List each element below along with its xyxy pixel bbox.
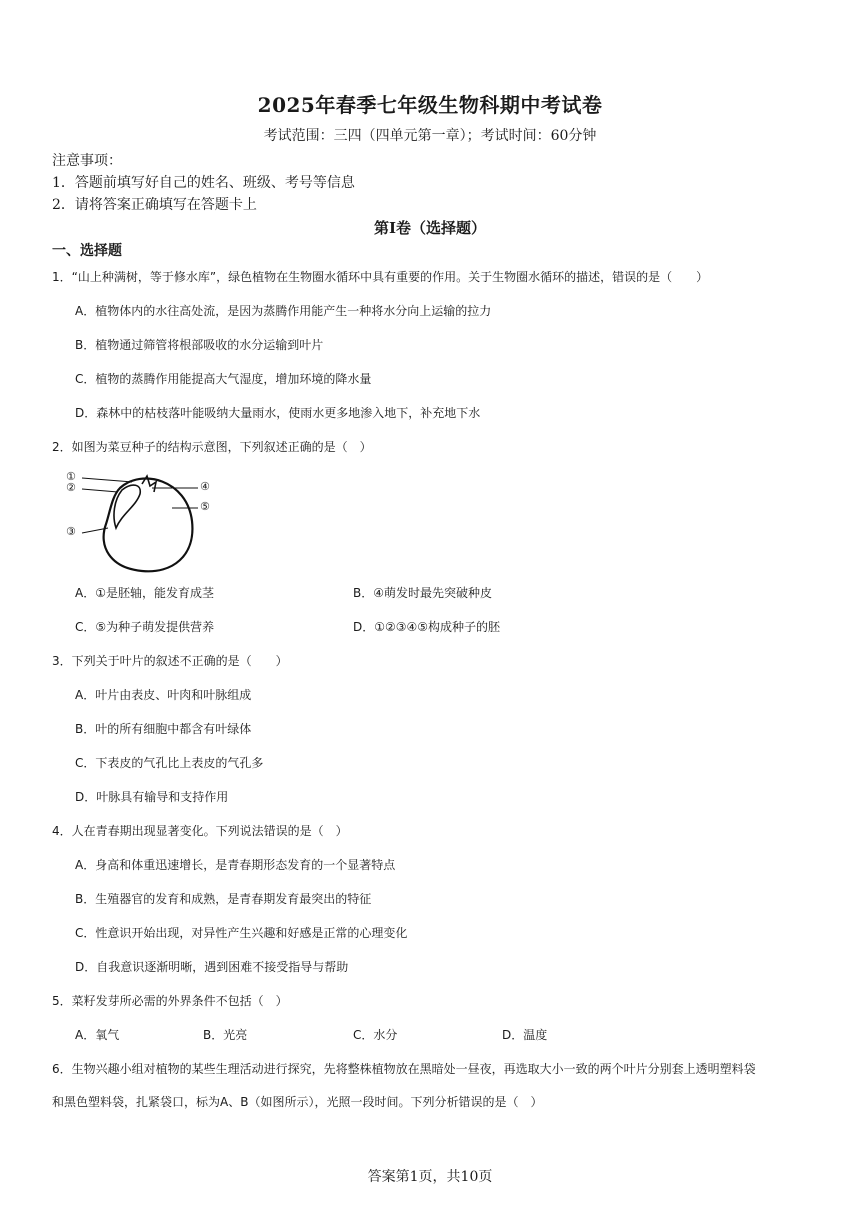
notes-heading: 注意事项： bbox=[52, 153, 122, 169]
diagram-label-2: ② bbox=[66, 481, 76, 494]
question-2-option-d: D．①②③④⑤构成种子的胚 bbox=[353, 620, 501, 634]
question-2-option-a: A．①是胚轴，能发育成茎 bbox=[75, 586, 214, 600]
question-5-option-b: B．光亮 bbox=[203, 1028, 248, 1042]
exam-subtitle: 考试范围：三四（四单元第一章）；考试时间：60分钟 bbox=[263, 128, 597, 144]
question-5-option-a: A．氧气 bbox=[75, 1028, 120, 1042]
question-1-option-c: C．植物的蒸腾作用能提高大气湿度，增加环境的降水量 bbox=[75, 372, 372, 386]
question-6-stem-line-1: 6．生物兴趣小组对植物的某些生理活动进行探究，先将整株植物放在黑暗处一昼夜，再选取大小一致的两个叶片分别套上透明塑料袋 bbox=[52, 1062, 756, 1076]
exam-title: 2025年春季七年级生物科期中考试卷 bbox=[257, 93, 603, 117]
question-4-option-a: A．身高和体重迅速增长，是青春期形态发育的一个显著特点 bbox=[75, 858, 396, 872]
question-5-option-c: C．水分 bbox=[353, 1028, 398, 1042]
question-1-stem: 1．“山上种满树，等于修水库”，绿色植物在生物圈水循环中具有重要的作用。关于生物圈水循环的描述，错误的是（ ） bbox=[52, 270, 709, 284]
page-footer: 答案第1页，共10页 bbox=[367, 1169, 493, 1185]
question-4-option-b: B．生殖器官的发育和成熟，是青春期发育最突出的特征 bbox=[75, 892, 372, 906]
question-4-option-d: D．自我意识逐渐明晰，遇到困难不接受指导与帮助 bbox=[75, 960, 349, 974]
question-5-option-d: D．温度 bbox=[502, 1028, 548, 1042]
question-3-option-c: C．下表皮的气孔比上表皮的气孔多 bbox=[75, 756, 264, 770]
note-item: 2．请将答案正确填写在答题卡上 bbox=[52, 197, 257, 213]
diagram-label-3: ③ bbox=[66, 525, 76, 538]
question-2-stem: 2．如图为菜豆种子的结构示意图，下列叙述正确的是（ ） bbox=[52, 440, 372, 454]
question-4-stem: 4．人在青春期出现显著变化。下列说法错误的是（ ） bbox=[52, 824, 348, 838]
question-3-option-d: D．叶脉具有输导和支持作用 bbox=[75, 790, 229, 804]
question-6-stem-line-2: 和黑色塑料袋，扎紧袋口，标为A、B（如图所示），光照一段时间。下列分析错误的是（ ） bbox=[52, 1095, 543, 1109]
note-item: 1．答题前填写好自己的姓名、班级、考号等信息 bbox=[52, 175, 355, 191]
question-5-stem: 5．菜籽发芽所必需的外界条件不包括（ ） bbox=[52, 994, 288, 1008]
question-2-option-b: B．④萌发时最先突破种皮 bbox=[353, 586, 492, 600]
question-1-option-d: D．森林中的枯枝落叶能吸纳大量雨水，使雨水更多地渗入地下，补充地下水 bbox=[75, 406, 481, 420]
question-3-stem: 3．下列关于叶片的叙述不正确的是（ ） bbox=[52, 654, 288, 668]
bean-seed-diagram bbox=[62, 466, 222, 576]
diagram-label-1: ① bbox=[66, 470, 76, 483]
question-3-option-a: A．叶片由表皮、叶肉和叶脉组成 bbox=[75, 688, 252, 702]
section-title: 第Ⅰ卷（选择题） bbox=[373, 219, 487, 237]
part-heading: 一、选择题 bbox=[52, 243, 122, 259]
question-2-option-c: C．⑤为种子萌发提供营养 bbox=[75, 620, 215, 634]
diagram-label-4: ④ bbox=[200, 480, 210, 493]
question-1-option-a: A．植物体内的水往高处流，是因为蒸腾作用能产生一种将水分向上运输的拉力 bbox=[75, 304, 492, 318]
question-1-option-b: B．植物通过筛管将根部吸收的水分运输到叶片 bbox=[75, 338, 324, 352]
diagram-label-5: ⑤ bbox=[200, 500, 210, 513]
question-3-option-b: B．叶的所有细胞中都含有叶绿体 bbox=[75, 722, 252, 736]
question-4-option-c: C．性意识开始出现，对异性产生兴趣和好感是正常的心理变化 bbox=[75, 926, 408, 940]
